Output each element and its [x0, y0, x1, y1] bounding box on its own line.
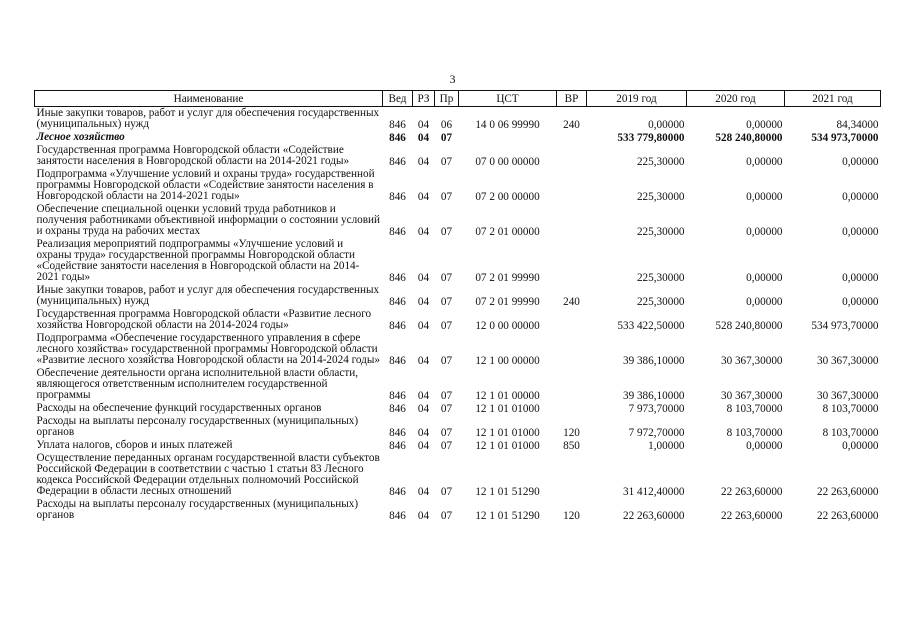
header-pr: Пр: [435, 91, 459, 107]
header-cst: ЦСТ: [459, 91, 557, 107]
row-name: Государственная программа Новгородской области «Развитие лесного хозяйства Новгородской области на 2014-2024 годы»: [36, 308, 372, 331]
row-2021: 0,00000: [842, 191, 879, 203]
row-2021: 0,00000: [842, 296, 879, 308]
row-name: Подпрограмма «Обеспечение государственного управления в сфере лесного хозяйства» государственной программы Новгородской области «Развитие лесного хозяйства Новгородской области на 2014-2024 годы»: [36, 332, 380, 366]
row-2021: 8 103,70000: [822, 403, 879, 415]
row-name: Реализация мероприятий подпрограммы «Улучшение условий и охраны труда» государственной программы Новгородской области «Содействие занятости населения в Новгородской области на 2014-2021 годы»: [36, 238, 360, 283]
row-2019: 22 263,60000: [622, 510, 685, 522]
row-pr: 07: [440, 296, 453, 308]
row-vr: [557, 452, 587, 498]
row-name: Осуществление переданных органам государственной власти субъектов Российской Федерации в соответствии с частью 1 статьи 83 Лесного кодекса Российской Федерации отдельных полномочий Российской Федерации в области лесных отношений: [36, 452, 380, 497]
row-2020: 8 103,70000: [726, 403, 783, 415]
row-2021: 534 973,70000: [811, 320, 879, 332]
row-2019: 225,30000: [636, 272, 685, 284]
row-rz: 04: [417, 355, 430, 367]
row-vr: [557, 367, 587, 402]
row-name: Расходы на выплаты персоналу государственных (муниципальных) органов: [36, 415, 359, 438]
row-rz: 04: [417, 296, 430, 308]
row-name: Расходы на выплаты персоналу государственных (муниципальных) органов: [36, 498, 359, 521]
row-cst: 07 2 01 99990: [475, 272, 540, 284]
row-name: Обеспечение специальной оценки условий труда работников и получения работниками объективной информации о состоянии условий и охраны труда на рабочих местах: [36, 203, 381, 237]
row-ved: 846: [389, 272, 406, 284]
row-vr: [557, 203, 587, 238]
header-ved: Вед: [383, 91, 413, 107]
row-vr: [557, 308, 587, 332]
row-2019: 225,30000: [636, 296, 685, 308]
row-name: Иные закупки товаров, работ и услуг для обеспечения государственных (муниципальных) нужд: [36, 284, 380, 307]
row-pr: 07: [440, 486, 453, 498]
row-vr: 240: [563, 119, 580, 131]
row-vr: [557, 332, 587, 367]
header-2021: 2021 год: [785, 91, 881, 107]
row-rz: 04: [417, 510, 430, 522]
row-ved: 846: [389, 510, 406, 522]
row-2021: 0,00000: [842, 156, 879, 168]
row-cst: 07 2 00 00000: [475, 191, 540, 203]
row-cst: 12 1 01 51290: [475, 486, 540, 498]
row-2019: 7 972,70000: [628, 427, 685, 439]
row-2019: 39 386,10000: [622, 355, 685, 367]
row-2019: 225,30000: [636, 191, 685, 203]
row-2021: 0,00000: [842, 440, 879, 452]
row-2021: 30 367,30000: [816, 390, 879, 402]
row-pr: 07: [440, 510, 453, 522]
row-vr: 120: [563, 510, 580, 522]
table-row: [35, 284, 881, 308]
row-2020: 0,00000: [746, 296, 783, 308]
row-rz: 04: [417, 119, 430, 131]
table-header-row: [35, 91, 881, 107]
row-2020: 528 240,80000: [715, 320, 783, 332]
row-2019: 1,00000: [648, 440, 685, 452]
row-pr: 07: [440, 272, 453, 284]
row-ved: 846: [389, 427, 406, 439]
row-cst: 12 1 01 00000: [475, 390, 540, 402]
row-2019: 225,30000: [636, 226, 685, 238]
row-2019: 31 412,40000: [622, 486, 685, 498]
table-row: [35, 131, 881, 144]
row-ved: 846: [389, 486, 406, 498]
row-2020: 0,00000: [746, 226, 783, 238]
row-ved: 846: [389, 440, 406, 452]
row-2019: 225,30000: [636, 156, 685, 168]
row-name: Уплата налогов, сборов и иных платежей: [36, 439, 233, 451]
row-pr: 07: [440, 440, 453, 452]
row-name: Лесное хозяйство: [36, 131, 125, 143]
table-row: [35, 332, 881, 367]
row-vr: 850: [563, 440, 580, 452]
row-cst: 07 2 01 99990: [475, 296, 540, 308]
row-2021: 30 367,30000: [816, 355, 879, 367]
row-2021: 0,00000: [842, 226, 879, 238]
row-2021: 84,34000: [836, 119, 879, 131]
row-pr: 07: [440, 320, 453, 332]
row-name: Обеспечение деятельности органа исполнительной власти области, являющегося ответственным исполнителем государственной программы: [36, 367, 359, 401]
row-rz: 04: [417, 320, 430, 332]
row-rz: 04: [417, 191, 430, 203]
row-cst: 07 0 00 00000: [475, 156, 540, 168]
row-2019: 0,00000: [648, 119, 685, 131]
row-pr: 07: [440, 191, 453, 203]
row-2020: 22 263,60000: [720, 486, 783, 498]
row-pr: 06: [440, 119, 453, 131]
row-ved: 846: [389, 296, 406, 308]
header-name: Наименование: [35, 91, 383, 107]
row-pr: 07: [440, 390, 453, 402]
table-row: [35, 498, 881, 522]
row-cst: 12 1 01 51290: [475, 510, 540, 522]
row-2021: 0,00000: [842, 272, 879, 284]
row-2020: 22 263,60000: [720, 510, 783, 522]
row-pr: 07: [440, 403, 453, 415]
table-row: [35, 168, 881, 203]
row-2021: 8 103,70000: [822, 427, 879, 439]
row-rz: 04: [417, 226, 430, 238]
row-pr: 07: [440, 226, 453, 238]
row-cst: 12 1 01 01000: [475, 427, 540, 439]
row-ved: 846: [389, 119, 406, 131]
row-cst: 14 0 06 99990: [475, 119, 540, 131]
row-cst: 12 0 00 00000: [475, 320, 540, 332]
row-vr: [557, 168, 587, 203]
row-2021: 22 263,60000: [816, 486, 879, 498]
table-row: [35, 308, 881, 332]
row-vr: [557, 402, 587, 415]
row-name: Иные закупки товаров, работ и услуг для обеспечения государственных (муниципальных) нужд: [36, 107, 380, 130]
row-pr: 07: [440, 355, 453, 367]
row-2020: 30 367,30000: [720, 390, 783, 402]
table-row: [35, 452, 881, 498]
row-rz: 04: [417, 427, 430, 439]
table-row: [35, 367, 881, 402]
row-2019: 533 422,50000: [617, 320, 685, 332]
row-name: Расходы на обеспечение функций государственных органов: [36, 402, 322, 414]
row-2020: 30 367,30000: [720, 355, 783, 367]
header-2019: 2019 год: [587, 91, 687, 107]
row-vr: 120: [563, 427, 580, 439]
row-2019: 533 779,80000: [617, 132, 685, 144]
row-ved: 846: [389, 390, 406, 402]
row-ved: 846: [389, 191, 406, 203]
row-rz: 04: [417, 390, 430, 402]
row-2020: 528 240,80000: [715, 132, 783, 144]
row-vr: [557, 131, 587, 144]
table-row: [35, 402, 881, 415]
row-ved: 846: [389, 132, 406, 144]
row-cst: 07 2 01 00000: [475, 226, 540, 238]
header-2020: 2020 год: [687, 91, 785, 107]
row-2019: 39 386,10000: [622, 390, 685, 402]
table-row: [35, 203, 881, 238]
row-ved: 846: [389, 403, 406, 415]
row-rz: 04: [417, 156, 430, 168]
row-ved: 846: [389, 320, 406, 332]
row-cst: 12 1 00 00000: [475, 355, 540, 367]
row-rz: 04: [417, 272, 430, 284]
row-ved: 846: [389, 156, 406, 168]
row-2020: 8 103,70000: [726, 427, 783, 439]
table-row: [35, 415, 881, 439]
row-pr: 07: [440, 132, 453, 144]
row-2020: 0,00000: [746, 119, 783, 131]
table-row: [35, 439, 881, 452]
table-row: [35, 107, 881, 132]
row-rz: 04: [417, 132, 430, 144]
row-rz: 04: [417, 403, 430, 415]
row-ved: 846: [389, 355, 406, 367]
row-2020: 0,00000: [746, 272, 783, 284]
row-2020: 0,00000: [746, 191, 783, 203]
row-cst: 12 1 01 01000: [475, 440, 540, 452]
row-name: Государственная программа Новгородской области «Содействие занятости населения в Новгородской области на 2014-2021 годы»: [36, 144, 350, 167]
row-pr: 07: [440, 427, 453, 439]
row-2021: 534 973,70000: [811, 132, 879, 144]
row-2019: 7 973,70000: [628, 403, 685, 415]
table-row: [35, 238, 881, 284]
row-rz: 04: [417, 486, 430, 498]
row-vr: [557, 238, 587, 284]
row-name: Подпрограмма «Улучшение условий и охраны труда» государственной программы Новгородской области «Содействие занятости населения в Новгородской области на 2014-2021 годы»: [36, 168, 375, 202]
row-cst: 12 1 01 01000: [475, 403, 540, 415]
row-2021: 22 263,60000: [816, 510, 879, 522]
row-2020: 0,00000: [746, 440, 783, 452]
row-vr: 240: [563, 296, 580, 308]
table-row: [35, 144, 881, 168]
page-number: 3: [449, 72, 456, 86]
row-vr: [557, 144, 587, 168]
row-2020: 0,00000: [746, 156, 783, 168]
header-rz: РЗ: [413, 91, 435, 107]
header-vr: ВР: [557, 91, 587, 107]
row-rz: 04: [417, 440, 430, 452]
budget-table: [34, 90, 881, 522]
row-ved: 846: [389, 226, 406, 238]
row-cst: [459, 131, 557, 144]
row-pr: 07: [440, 156, 453, 168]
